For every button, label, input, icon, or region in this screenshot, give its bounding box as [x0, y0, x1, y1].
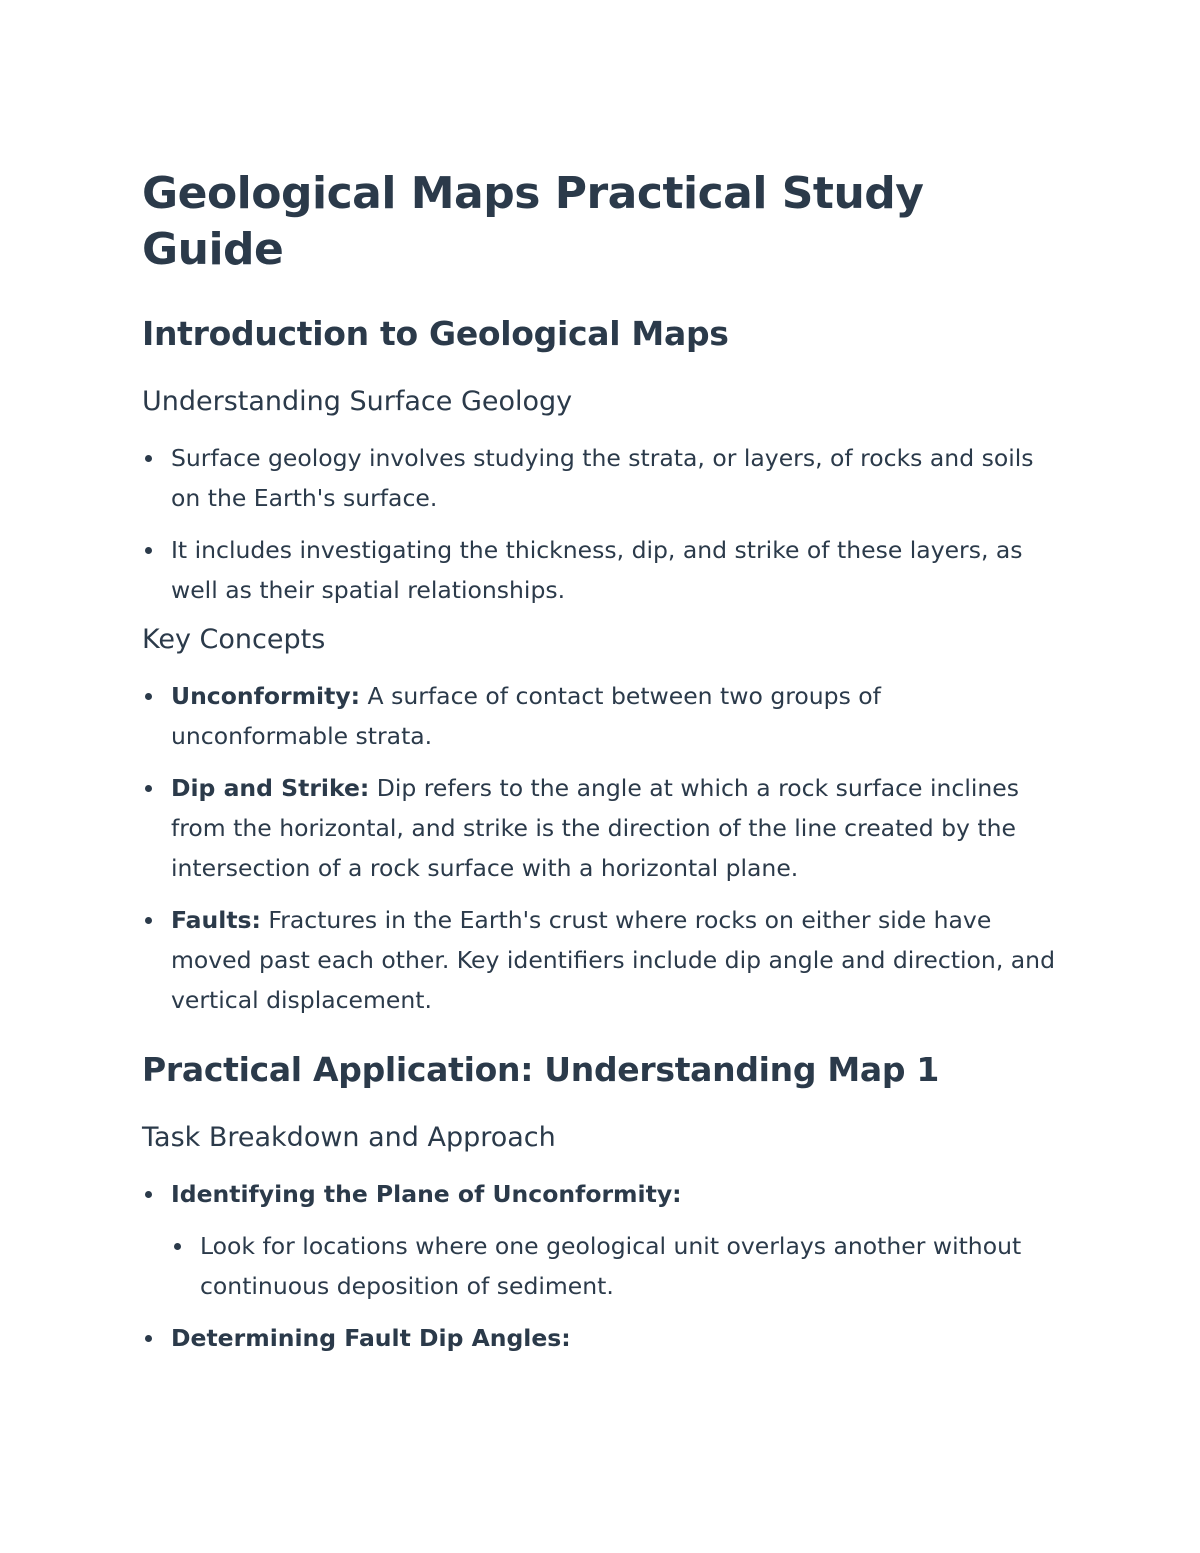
- term-definition: Dip refers to the angle at which a rock surface inclines from the horizontal, and strike is the direction of the line created by the intersection of a rock surface with a horizontal plane.: [171, 774, 1019, 882]
- subsection-heading-surface-geology: Understanding Surface Geology: [142, 386, 573, 417]
- term-label: Dip and Strike:: [171, 774, 370, 802]
- bullet-icon: [145, 917, 152, 924]
- term-definition: Fractures in the Earth's crust where rocks on either side have moved past each other. Key identifiers include dip angle and direction, and vertical displacement.: [171, 906, 1055, 1014]
- document-title: Geological Maps Practical Study Guide: [142, 168, 924, 275]
- bullet-icon: [145, 455, 152, 462]
- list-item-text: Look for locations where one geological unit overlays another without continuous deposition of sediment.: [200, 1232, 1022, 1300]
- surface-geology-list: [142, 438, 1062, 610]
- nested-list-item: [171, 1226, 1062, 1306]
- section-heading-introduction: Introduction to Geological Maps: [142, 314, 729, 353]
- list-item: [142, 768, 1062, 888]
- bullet-icon: [145, 547, 152, 554]
- term-label: Identifying the Plane of Unconformity:: [171, 1180, 682, 1208]
- list-item: [142, 1318, 1062, 1358]
- list-item: [142, 676, 1062, 756]
- task-breakdown-list: [142, 1174, 1062, 1358]
- bullet-icon: [174, 1243, 181, 1250]
- bullet-icon: [145, 1335, 152, 1342]
- term-label: Unconformity:: [171, 682, 361, 710]
- key-concepts-list: [142, 676, 1062, 1020]
- list-item-text: Surface geology involves studying the strata, or layers, of rocks and soils on the Earth's surface.: [171, 444, 1034, 512]
- list-item: [142, 1174, 1062, 1306]
- document-page: [142, 166, 1062, 1358]
- term-label: Determining Fault Dip Angles:: [171, 1324, 571, 1352]
- bullet-icon: [145, 1191, 152, 1198]
- term-definition: A surface of contact between two groups of unconformable strata.: [171, 682, 881, 750]
- subsection-heading-key-concepts: Key Concepts: [142, 624, 326, 655]
- nested-list: [171, 1226, 1062, 1306]
- list-item: [142, 530, 1062, 610]
- list-item-text: It includes investigating the thickness, dip, and strike of these layers, as well as their spatial relationships.: [171, 536, 1023, 604]
- subsection-heading-task-breakdown: Task Breakdown and Approach: [142, 1122, 556, 1153]
- section-heading-practical-application: Practical Application: Understanding Map 1: [142, 1050, 940, 1089]
- bullet-icon: [145, 693, 152, 700]
- list-item: [142, 900, 1062, 1020]
- term-label: Faults:: [171, 906, 261, 934]
- bullet-icon: [145, 785, 152, 792]
- list-item: [142, 438, 1062, 518]
